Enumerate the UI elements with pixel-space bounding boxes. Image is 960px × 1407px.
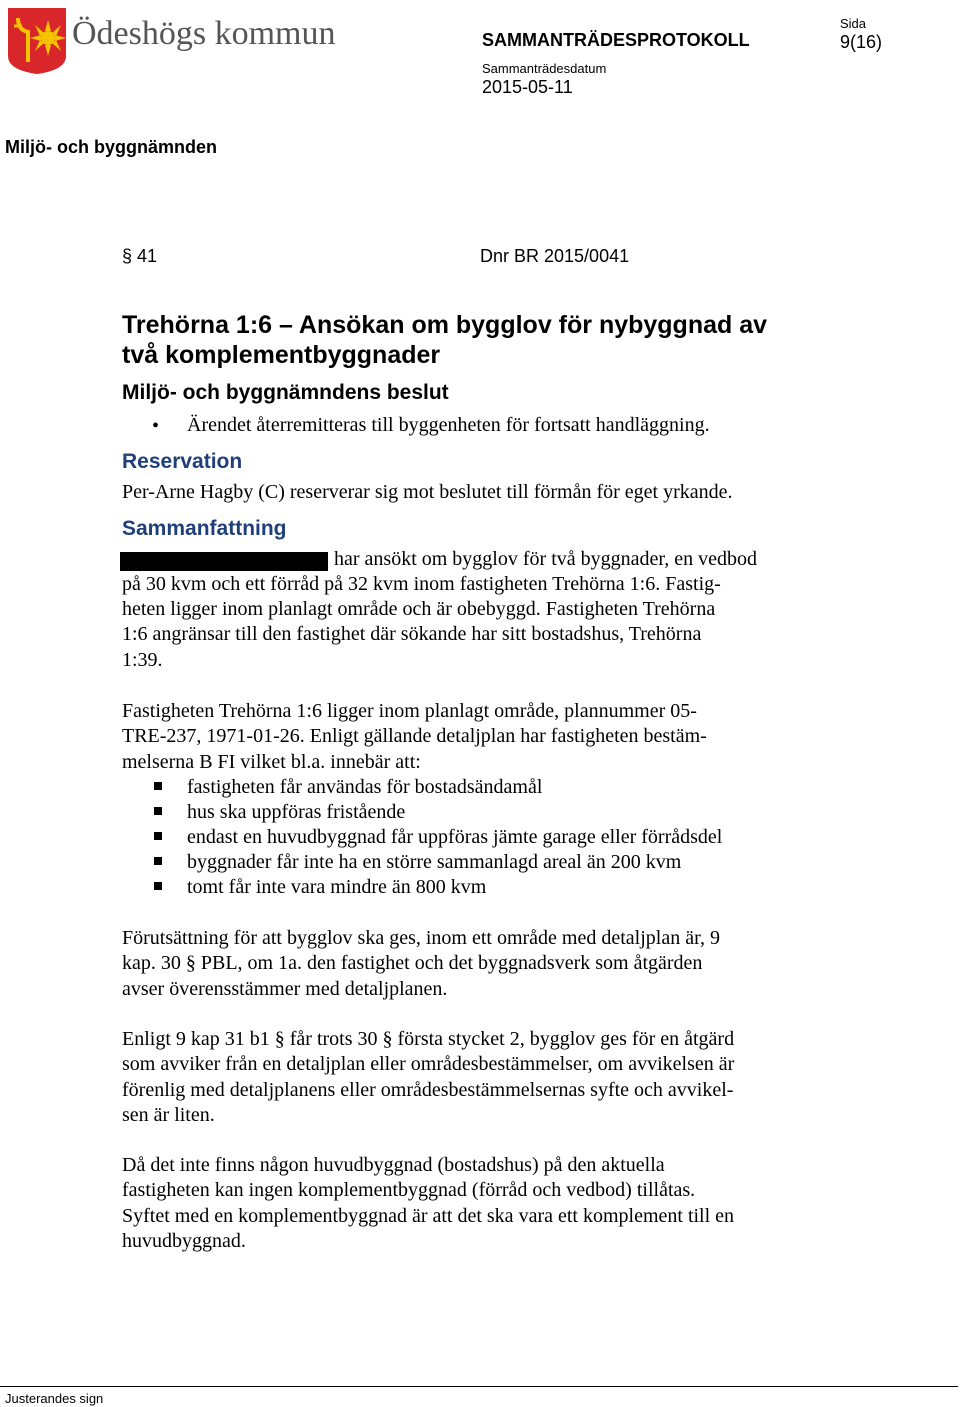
plan-line: Fastigheten Trehörna 1:6 ligger inom planlagt område, plannummer 05- (122, 700, 697, 722)
decision-heading: Miljö- och byggnämndens beslut (122, 381, 449, 404)
requirement-line: Förutsättning för att bygglov ska ges, inom ett område med detaljplan är, 9 (122, 927, 720, 949)
committee-name: Miljö- och byggnämnden (5, 137, 217, 157)
plan-line: TRE-237, 1971-01-26. Enligt gällande detaljplan har fastigheten bestäm- (122, 725, 707, 748)
list-item: hus ska uppföras fristående (187, 801, 406, 823)
exception-line: sen är liten. (122, 1103, 215, 1126)
requirement-paragraph (122, 926, 720, 1002)
footer-divider (0, 1386, 958, 1387)
exception-line: Enligt 9 kap 31 b1 § får trots 30 § första stycket 2, bygglov ges för en åtgärd (122, 1028, 735, 1050)
conclusion-line: fastigheten kan ingen komplementbyggnad (förråd och vedbod) tillåtas. (122, 1179, 696, 1202)
conclusion-line: Syftet med en komplementbyggnad är att det ska vara ett komplement till en (122, 1204, 735, 1227)
requirement-line: kap. 30 § PBL, om 1a. den fastighet och det byggnadsverk som åtgärden (122, 952, 703, 975)
summary-line: på 30 kvm och ett förråd på 32 kvm inom fastigheten Trehörna 1:6. Fastig- (122, 573, 721, 595)
bullet-dot-icon: • (152, 415, 160, 437)
summary-line: 1:6 angränsar till den fastighet där sökande har sitt bostadshus, Trehörna (122, 623, 702, 645)
exception-paragraph (122, 1027, 734, 1128)
meeting-date: 2015-05-11 (482, 77, 573, 97)
list-item: byggnader får inte ha en större sammanlagd areal än 200 kvm (187, 851, 682, 873)
paragraph-number: § 41 (122, 246, 158, 266)
requirement-line: avser överensstämmer med detaljplanen. (122, 977, 448, 1000)
meeting-date-label: Sammanträdesdatum (482, 61, 607, 76)
square-bullet-icon (154, 857, 162, 865)
summary-heading: Sammanfattning (122, 517, 287, 540)
case-title-line: två komplementbyggnader (122, 341, 441, 369)
plan-line: melserna B FI vilket bl.a. innebär att: (122, 750, 421, 773)
redaction-block (120, 552, 328, 571)
square-bullet-icon (154, 782, 162, 790)
case-title (122, 310, 822, 370)
square-bullet-icon (154, 832, 162, 840)
reservation-heading: Reservation (122, 450, 243, 473)
summary-line: har ansökt om bygglov för två byggnader, en vedbod (334, 548, 757, 570)
logo-wordmark: Ödeshögs kommun (72, 15, 336, 52)
exception-line: förenlig med detaljplanens eller områdesbestämmelsernas syfte och avvikel- (122, 1078, 734, 1101)
page-number: 9(16) (840, 32, 883, 52)
case-title-line: Trehörna 1:6 – Ansökan om bygglov för nybyggnad av (122, 311, 768, 339)
reservation-text: Per-Arne Hagby (C) reserverar sig mot beslutet till förmån för eget yrkande. (122, 481, 733, 503)
case-number: Dnr BR 2015/0041 (480, 246, 630, 266)
document-type: SAMMANTRÄDESPROTOKOLL (482, 30, 750, 50)
conclusion-paragraph (122, 1153, 734, 1254)
signature-label: Justerandes sign (5, 1391, 104, 1406)
exception-line: som avviker från en detaljplan eller områdesbestämmelser, om avvikelsen är (122, 1053, 735, 1076)
conclusion-line: huvudbyggnad. (122, 1229, 246, 1252)
list-item: tomt får inte vara mindre än 800 kvm (187, 876, 487, 898)
summary-line: 1:39. (122, 649, 163, 671)
decision-text: Ärendet återremitteras till byggenheten för fortsatt handläggning. (187, 414, 710, 436)
list-item: fastigheten får användas för bostadsändamål (187, 776, 543, 798)
list-item: endast en huvudbyggnad får uppföras jämte garage eller förrådsdel (187, 826, 723, 848)
square-bullet-icon (154, 882, 162, 890)
page-label: Sida (840, 16, 867, 31)
summary-line: heten ligger inom planlagt område och är obebyggd. Fastigheten Trehörna (122, 598, 716, 620)
conclusion-line: Då det inte finns någon huvudbyggnad (bostadshus) på den aktuella (122, 1154, 665, 1176)
square-bullet-icon (154, 807, 162, 815)
plan-paragraph (122, 699, 707, 775)
